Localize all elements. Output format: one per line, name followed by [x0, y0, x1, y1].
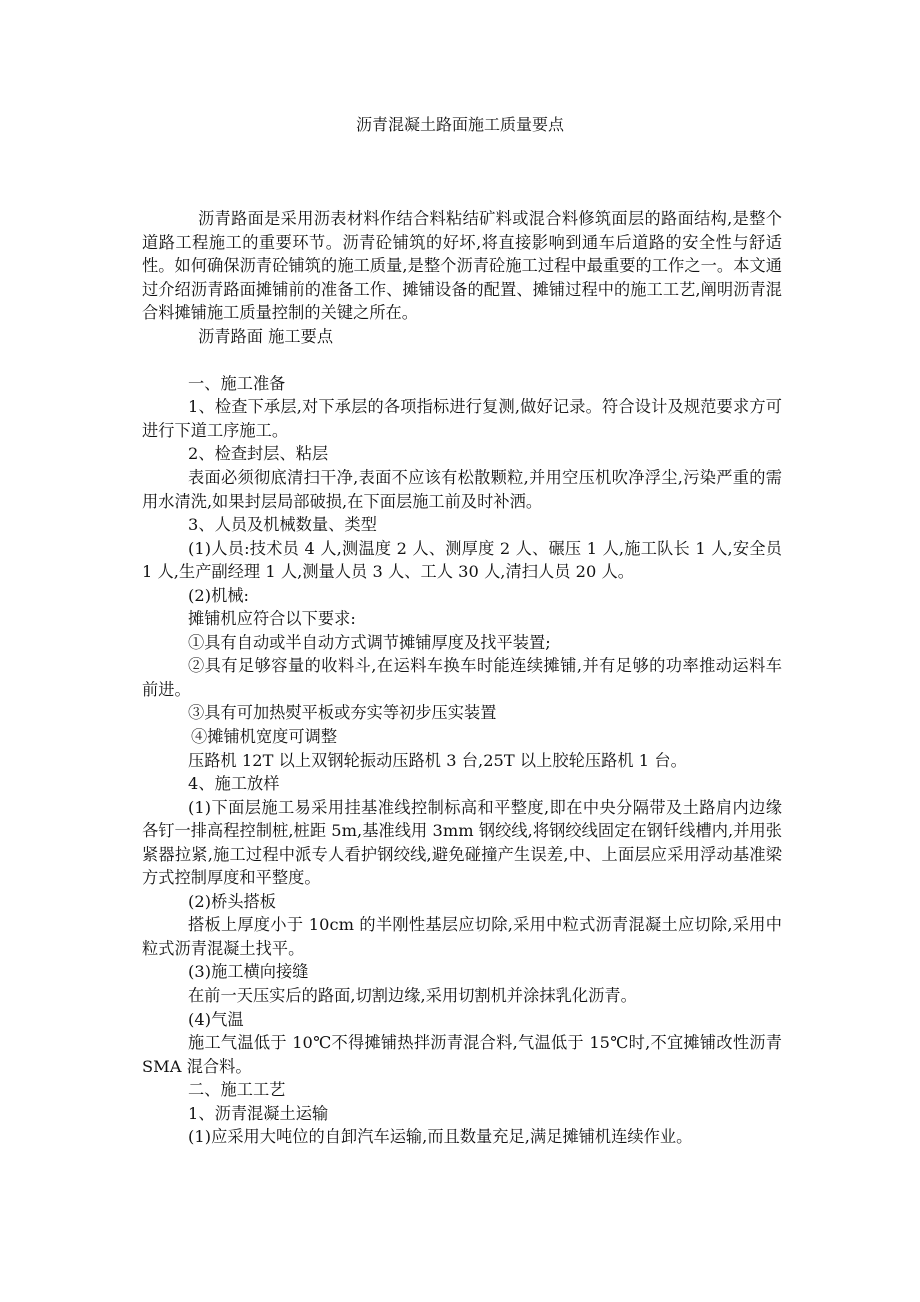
blank-line	[142, 348, 782, 372]
paragraph: 压路机 12T 以上双钢轮振动压路机 3 台,25T 以上胶轮压路机 1 台。	[188, 750, 687, 770]
paragraph: 施工气温低于 10℃不得摊铺热拌沥青混合料,气温低于 15℃时,不宜摊铺改性沥青 SMA 混合料。	[142, 1033, 782, 1076]
list-item: ③具有可加热熨平板或夯实等初步压实装置	[188, 703, 497, 723]
document-title: 沥青混凝土路面施工质量要点	[355, 115, 564, 134]
paragraph: (1)人员:技术员 4 人,测温度 2 人、测厚度 2 人、碾压 1 人,施工队长 1 人,安全员 1 人,生产副经理 1 人,测量人员 3 人、工人 30 人,清扫人员 20 人。	[142, 538, 782, 582]
paragraph: (2)机械:	[188, 585, 250, 605]
list-item: ①具有自动或半自动方式调节摊铺厚度及找平装置;	[188, 632, 551, 652]
paragraph: (4)气温	[188, 1009, 244, 1029]
section-heading-1: 一、施工准备	[188, 373, 286, 393]
paragraph: (3)施工横向接缝	[188, 962, 309, 982]
paragraph: (1)应采用大吨位的自卸汽车运输,而且数量充足,满足摊铺机连续作业。	[188, 1127, 693, 1147]
abstract-paragraph: 沥青路面是采用沥表材料作结合料粘结矿料或混合料修筑面层的路面结构,是整个道路工程施工的重要环节。沥青砼铺筑的好坏,将直接影响到通车后道路的安全性与舒适性。如何确保沥青砼铺筑的施工质量,是整个沥青砼施工过程中最重要的工作之一。本文通过介绍沥青路面摊铺前的准备工作、摊铺设备的配置、摊铺过程中的施工工艺,阐明沥青混合料摊铺施工质量控制的关键之所在。	[142, 209, 782, 323]
list-item: ④摊铺机宽度可调整	[191, 726, 338, 746]
keywords-line: 沥青路面 施工要点	[198, 326, 334, 346]
paragraph: 在前一天压实后的路面,切割边缘,采用切割机并涂抹乳化沥青。	[188, 986, 637, 1005]
document-body	[142, 207, 782, 1149]
subheading: 4、施工放样	[188, 774, 280, 794]
subheading: 3、人员及机械数量、类型	[188, 515, 377, 535]
paragraph: (1)下面层施工易采用挂基准线控制标高和平整度,即在中央分隔带及土路肩内边缘各钉一排高程控制桩,桩距 5m,基准线用 3mm 钢绞线,将钢绞线固定在钢钎线槽内,并用张紧器拉紧,施工过程中派专人看护钢绞线,避免碰撞产生误差,中、上面层应采用浮动基准梁方式控制厚度和平整度。	[142, 797, 782, 888]
list-item: ②具有足够容量的收料斗,在运料车换车时能连续摊铺,并有足够的功率推动运料车前进。	[142, 656, 782, 699]
paragraph: 摊铺机应符合以下要求:	[188, 609, 356, 629]
section-heading-2: 二、施工工艺	[188, 1080, 286, 1100]
paragraph: (2)桥头搭板	[188, 891, 277, 911]
subheading: 2、检查封层、粘层	[188, 444, 329, 464]
paragraph: 1、检查下承层,对下承层的各项指标进行复测,做好记录。符合设计及规范要求方可进行下道工序施工。	[142, 397, 782, 440]
subheading: 1、沥青混凝土运输	[188, 1103, 329, 1123]
paragraph: 表面必须彻底清扫干净,表面不应该有松散颗粒,并用空压机吹净浮尘,污染严重的需用水清洗,如果封层局部破损,在下面层施工前及时补洒。	[142, 467, 782, 511]
paragraph: 搭板上厚度小于 10cm 的半刚性基层应切除,采用中粒式沥青混凝土应切除,采用中粒式沥青混凝土找平。	[142, 915, 782, 958]
